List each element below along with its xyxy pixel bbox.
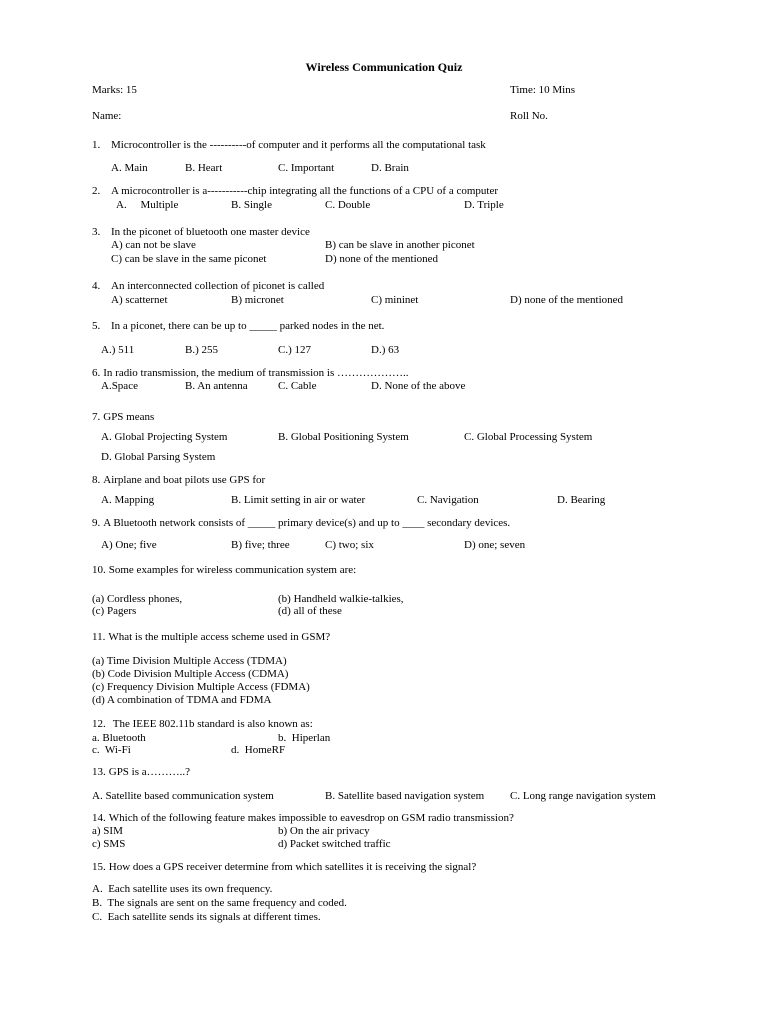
option: A.Space xyxy=(101,380,138,392)
option: B. The signals are sent on the same frequency and coded. xyxy=(92,897,347,909)
page-title: Wireless Communication Quiz xyxy=(305,60,463,74)
option: D) none of the mentioned xyxy=(510,294,624,306)
question-number: 8. xyxy=(92,474,101,486)
question-number: 5. xyxy=(92,320,101,332)
option: C. Cable xyxy=(278,380,317,392)
option: A. Global Projecting System xyxy=(101,431,228,443)
option: B. Global Positioning System xyxy=(278,431,409,443)
option: (c) Frequency Division Multiple Access (FDMA) xyxy=(92,681,310,693)
question-text: A Bluetooth network consists of _____ primary device(s) and up to ____ secondary devices. xyxy=(103,517,511,529)
option: B. Satellite based navigation system xyxy=(325,790,485,802)
option: D. None of the above xyxy=(371,380,466,392)
option: D. Brain xyxy=(371,162,409,174)
option: B. Single xyxy=(231,199,272,211)
question-text: How does a GPS receiver determine from which satellites it is receiving the signal? xyxy=(108,861,477,873)
question-number: 1. xyxy=(92,139,101,151)
option: c. Wi-Fi xyxy=(92,744,131,756)
option: (d) all of these xyxy=(278,605,342,617)
option: B) can be slave in another piconet xyxy=(325,239,475,251)
question-14 xyxy=(92,812,514,825)
option: (c) Pagers xyxy=(92,605,137,617)
question-11 xyxy=(92,631,330,644)
option: A) scatternet xyxy=(111,294,168,306)
option: C) can be slave in the same piconet xyxy=(111,253,267,265)
option: a. Bluetooth xyxy=(92,732,146,744)
option: D.) 63 xyxy=(371,344,400,356)
option: D) none of the mentioned xyxy=(325,253,439,265)
option: (b) Handheld walkie-talkies, xyxy=(278,593,404,605)
option: A) One; five xyxy=(101,539,157,551)
question-text: In a piconet, there can be up to _____ parked nodes in the net. xyxy=(111,320,385,332)
option: A.) 511 xyxy=(101,344,135,356)
option: d) Packet switched traffic xyxy=(278,838,391,850)
question-number: 10. xyxy=(92,564,106,576)
marks-label: Marks: 15 xyxy=(92,84,137,96)
option: A. Main xyxy=(111,162,148,174)
option: b) On the air privacy xyxy=(278,825,370,837)
option: C) mininet xyxy=(371,294,419,306)
question-6 xyxy=(92,367,408,380)
question-number: 6. xyxy=(92,367,101,379)
option: B. An antenna xyxy=(185,380,248,392)
option: B) five; three xyxy=(231,539,290,551)
question-text: GPS is a………..? xyxy=(108,766,191,778)
question-text: Microcontroller is the ----------of computer and it performs all the computational task xyxy=(111,139,486,151)
option: C) two; six xyxy=(325,539,374,551)
question-text: In the piconet of bluetooth one master device xyxy=(111,226,310,238)
question-9 xyxy=(92,517,510,530)
question-text: GPS means xyxy=(103,411,155,423)
option: C. Each satellite sends its signals at different times. xyxy=(92,911,321,923)
option: (d) A combination of TDMA and FDMA xyxy=(92,694,272,706)
option: A. Mapping xyxy=(101,494,155,506)
question-text: In radio transmission, the medium of transmission is ……………….. xyxy=(103,367,409,379)
question-10 xyxy=(92,564,356,577)
option: D. Global Parsing System xyxy=(101,451,216,463)
question-number: 9. xyxy=(92,517,101,529)
option: B.) 255 xyxy=(185,344,218,356)
question-12 xyxy=(92,718,313,731)
question-text: Airplane and boat pilots use GPS for xyxy=(103,474,266,486)
option: D) one; seven xyxy=(464,539,526,551)
question-number: 2. xyxy=(92,185,101,197)
option: (b) Code Division Multiple Access (CDMA) xyxy=(92,668,289,680)
question-number: 7. xyxy=(92,411,101,423)
question-number: 12. xyxy=(92,718,106,730)
option: C. Important xyxy=(278,162,335,174)
name-label: Name: xyxy=(92,110,122,122)
question-13 xyxy=(92,766,190,779)
question-7 xyxy=(92,411,154,424)
option: D. Triple xyxy=(464,199,504,211)
option: A. Multiple xyxy=(116,199,179,211)
option: D. Bearing xyxy=(557,494,606,506)
option: b. Hiperlan xyxy=(278,732,331,744)
option: C. Double xyxy=(325,199,371,211)
question-number: 4. xyxy=(92,280,101,292)
question-text: The IEEE 802.11b standard is also known as: xyxy=(112,718,313,730)
question-text: An interconnected collection of piconet is called xyxy=(111,280,325,292)
question-15 xyxy=(92,861,476,874)
question-text: A microcontroller is a-----------chip integrating all the functions of a CPU of a computer xyxy=(111,185,499,197)
roll-no-label: Roll No. xyxy=(510,110,548,122)
option: c) SMS xyxy=(92,838,126,850)
option: d. HomeRF xyxy=(231,744,286,756)
option: (a) Time Division Multiple Access (TDMA) xyxy=(92,655,287,667)
option: C.) 127 xyxy=(278,344,311,356)
option: A. Satellite based communication system xyxy=(92,790,274,802)
question-number: 13. xyxy=(92,766,106,778)
question-number: 15. xyxy=(92,861,106,873)
option: A. Each satellite uses its own frequency. xyxy=(92,883,273,895)
option: C. Global Processing System xyxy=(464,431,593,443)
question-number: 3. xyxy=(92,226,101,238)
question-text: What is the multiple access scheme used in GSM? xyxy=(108,631,331,643)
option: B. Limit setting in air or water xyxy=(231,494,366,506)
question-number: 11. xyxy=(92,631,106,643)
question-text: Which of the following feature makes impossible to eavesdrop on GSM radio transmission? xyxy=(108,812,514,824)
time-label: Time: 10 Mins xyxy=(510,84,576,96)
option: B) micronet xyxy=(231,294,284,306)
option: a) SIM xyxy=(92,825,123,837)
option: C. Long range navigation system xyxy=(510,790,656,802)
question-text: Some examples for wireless communication system are: xyxy=(108,564,357,576)
question-number: 14. xyxy=(92,812,106,824)
option: A) can not be slave xyxy=(111,239,196,251)
option: C. Navigation xyxy=(417,494,479,506)
option: (a) Cordless phones, xyxy=(92,593,183,605)
question-8 xyxy=(92,474,265,487)
option: B. Heart xyxy=(185,162,223,174)
